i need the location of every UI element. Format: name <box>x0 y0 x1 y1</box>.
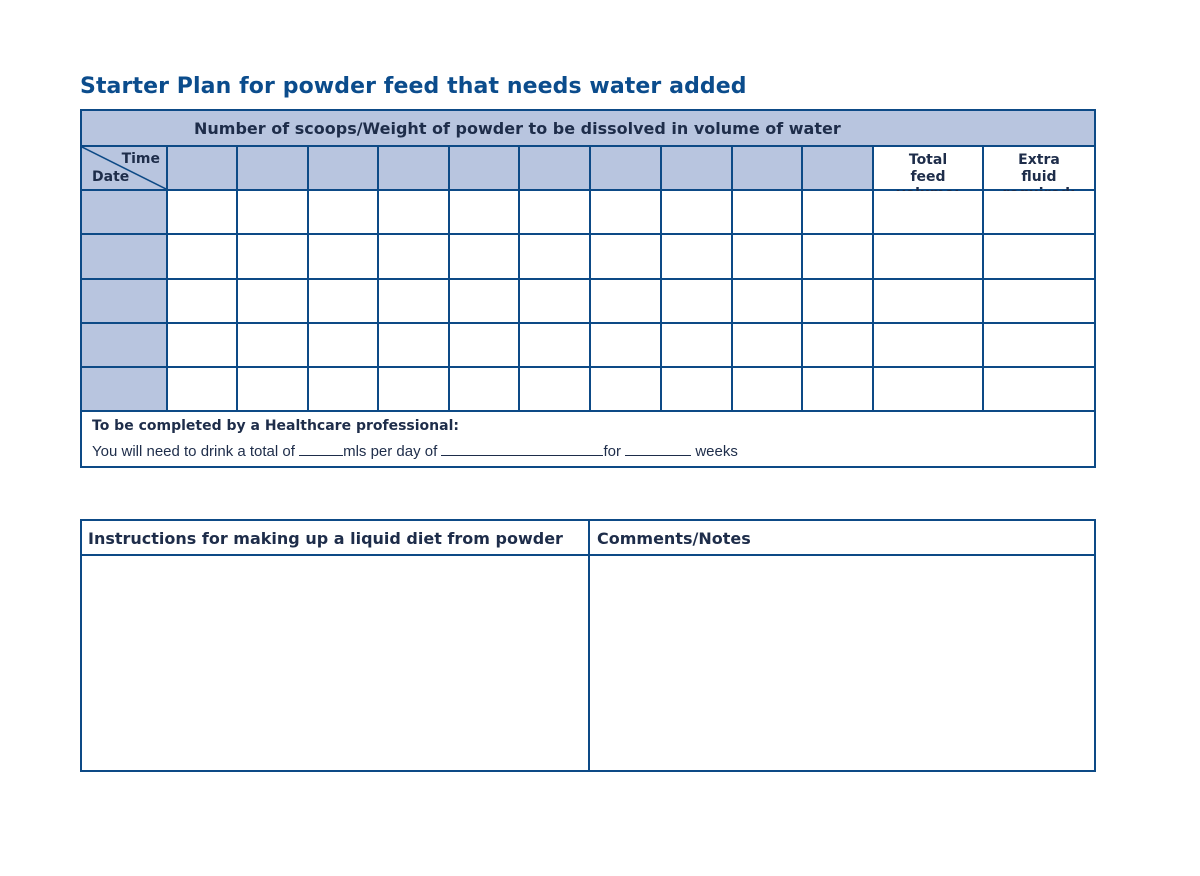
scoops-cell[interactable] <box>309 280 379 324</box>
comments-area[interactable] <box>590 556 1094 770</box>
scoops-cell[interactable] <box>309 324 379 368</box>
date-cell[interactable] <box>82 324 168 368</box>
time-header-cell[interactable] <box>379 147 450 191</box>
scoops-cell[interactable] <box>168 191 238 235</box>
date-label: Date <box>92 169 130 185</box>
total-feed-label: Total feed <box>908 152 948 185</box>
time-date-header-cell <box>82 147 168 191</box>
scoops-cell[interactable] <box>238 368 309 412</box>
scoops-cell[interactable] <box>450 235 520 280</box>
scoops-cell[interactable] <box>591 191 662 235</box>
hcp-instruction-line <box>92 443 738 460</box>
instructions-area[interactable] <box>82 556 588 770</box>
total-feed-cell[interactable] <box>874 324 984 368</box>
scoops-cell[interactable] <box>733 191 803 235</box>
time-header-cell[interactable] <box>520 147 591 191</box>
instructions-heading: Instructions for making up a liquid diet from powder <box>88 529 563 548</box>
mls-blank-field[interactable] <box>299 443 343 456</box>
scoops-cell[interactable] <box>309 191 379 235</box>
scoops-cell[interactable] <box>450 191 520 235</box>
extra-fluid-label: Extra fluid <box>1018 152 1060 185</box>
time-header-cell[interactable] <box>733 147 803 191</box>
scoops-cell[interactable] <box>450 324 520 368</box>
feed-name-blank-field[interactable] <box>441 443 603 456</box>
total-feed-cell[interactable] <box>874 368 984 412</box>
time-header-cell[interactable] <box>168 147 238 191</box>
time-header-cell[interactable] <box>662 147 733 191</box>
time-label: Time <box>121 151 160 167</box>
scoops-cell[interactable] <box>591 235 662 280</box>
extra-fluid-cell[interactable] <box>984 324 1094 368</box>
healthcare-professional-section <box>82 412 1094 466</box>
table-banner <box>82 111 1094 147</box>
total-feed-cell[interactable] <box>874 191 984 235</box>
time-header-cell[interactable] <box>238 147 309 191</box>
scoops-cell[interactable] <box>662 324 733 368</box>
scoops-cell[interactable] <box>591 324 662 368</box>
scoops-cell[interactable] <box>520 368 591 412</box>
date-cell[interactable] <box>82 368 168 412</box>
hcp-text-3: for <box>603 443 621 460</box>
total-feed-header-cell <box>874 147 984 191</box>
scoops-cell[interactable] <box>379 191 450 235</box>
scoops-cell[interactable] <box>168 324 238 368</box>
scoops-cell[interactable] <box>450 368 520 412</box>
comments-heading: Comments/Notes <box>597 529 751 548</box>
scoops-cell[interactable] <box>309 235 379 280</box>
scoops-cell[interactable] <box>662 191 733 235</box>
extra-fluid-cell[interactable] <box>984 368 1094 412</box>
extra-fluid-cell[interactable] <box>984 235 1094 280</box>
time-header-cell[interactable] <box>803 147 874 191</box>
scoops-cell[interactable] <box>733 324 803 368</box>
scoops-cell[interactable] <box>238 235 309 280</box>
scoops-cell[interactable] <box>662 368 733 412</box>
extra-fluid-header-cell <box>984 147 1094 191</box>
scoops-cell[interactable] <box>803 324 874 368</box>
scoops-cell[interactable] <box>662 280 733 324</box>
scoops-cell[interactable] <box>309 368 379 412</box>
scoops-cell[interactable] <box>238 324 309 368</box>
scoops-cell[interactable] <box>379 235 450 280</box>
starter-plan-table <box>80 109 1096 468</box>
scoops-cell[interactable] <box>238 280 309 324</box>
scoops-cell[interactable] <box>168 368 238 412</box>
scoops-cell[interactable] <box>803 191 874 235</box>
scoops-cell[interactable] <box>238 191 309 235</box>
scoops-cell[interactable] <box>168 235 238 280</box>
date-cell[interactable] <box>82 235 168 280</box>
time-header-cell[interactable] <box>591 147 662 191</box>
scoops-cell[interactable] <box>520 191 591 235</box>
scoops-cell[interactable] <box>450 280 520 324</box>
total-feed-cell[interactable] <box>874 235 984 280</box>
scoops-cell[interactable] <box>379 368 450 412</box>
scoops-cell[interactable] <box>662 235 733 280</box>
scoops-cell[interactable] <box>520 235 591 280</box>
banner-text: Number of scoops/Weight of powder to be dissolved in volume of water <box>194 119 841 138</box>
scoops-cell[interactable] <box>520 280 591 324</box>
time-header-cell[interactable] <box>450 147 520 191</box>
hcp-text-1: You will need to drink a total of <box>92 443 295 460</box>
scoops-cell[interactable] <box>733 368 803 412</box>
scoops-cell[interactable] <box>168 280 238 324</box>
hcp-text-2: mls per day of <box>343 443 438 460</box>
scoops-cell[interactable] <box>733 235 803 280</box>
scoops-cell[interactable] <box>803 235 874 280</box>
date-cell[interactable] <box>82 191 168 235</box>
scoops-cell[interactable] <box>379 324 450 368</box>
hcp-text-4: weeks <box>695 443 738 460</box>
total-feed-cell[interactable] <box>874 280 984 324</box>
page-title: Starter Plan for powder feed that needs water added <box>80 74 747 99</box>
scoops-cell[interactable] <box>591 368 662 412</box>
date-cell[interactable] <box>82 280 168 324</box>
scoops-cell[interactable] <box>379 280 450 324</box>
scoops-cell[interactable] <box>803 280 874 324</box>
extra-fluid-cell[interactable] <box>984 191 1094 235</box>
scoops-cell[interactable] <box>733 280 803 324</box>
scoops-cell[interactable] <box>520 324 591 368</box>
scoops-cell[interactable] <box>591 280 662 324</box>
extra-fluid-cell[interactable] <box>984 280 1094 324</box>
scoops-cell[interactable] <box>803 368 874 412</box>
time-header-cell[interactable] <box>309 147 379 191</box>
weeks-blank-field[interactable] <box>625 443 691 456</box>
hcp-heading: To be completed by a Healthcare professional: <box>92 418 459 434</box>
notes-table <box>80 519 1096 772</box>
